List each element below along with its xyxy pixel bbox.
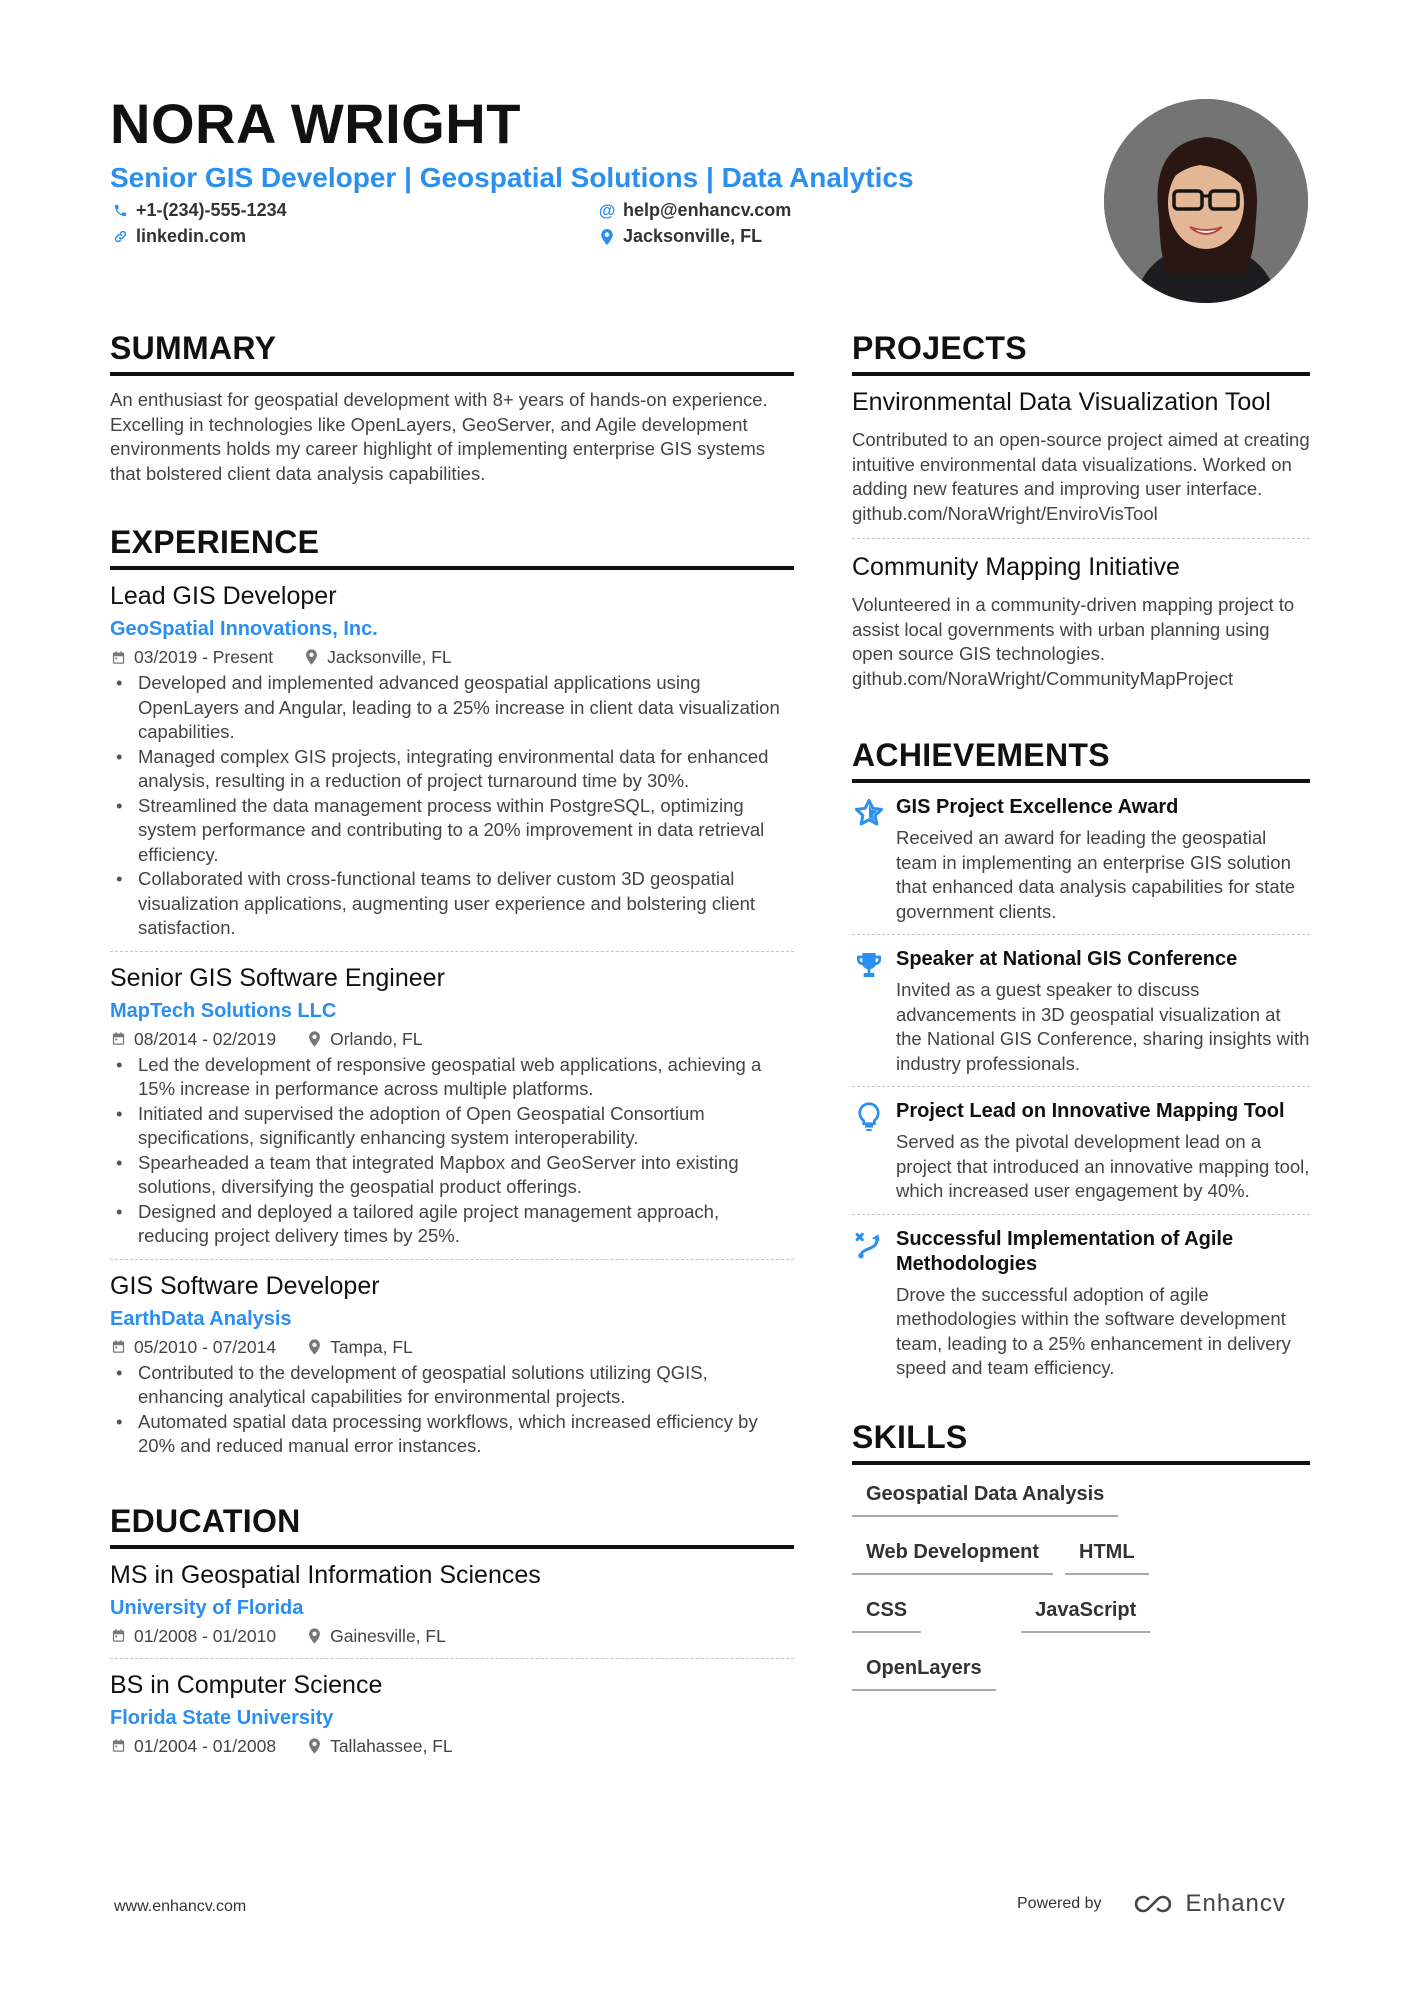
location-pin-icon xyxy=(306,1031,322,1047)
achievements-section xyxy=(852,739,1310,1391)
achievement-title: GIS Project Excellence Award xyxy=(896,796,1179,818)
location-pin-icon xyxy=(306,1628,322,1644)
education-dates: 01/2008 - 01/2010 xyxy=(134,1625,277,1646)
phone-icon xyxy=(112,203,128,219)
summary-section xyxy=(110,332,794,486)
job-bullets xyxy=(110,671,794,941)
experience-heading: EXPERIENCE xyxy=(110,526,794,570)
education-location-text: Tallahassee, FL xyxy=(330,1735,453,1756)
achievement-description: Received an award for leading the geospatial team in implementing an enterprise GIS solution that enhanced data analysis capabilities for state government clients. xyxy=(896,827,1296,922)
job-bullets xyxy=(110,1361,794,1459)
job-meta xyxy=(110,1027,794,1051)
achievements-heading: ACHIEVEMENTS xyxy=(852,739,1310,783)
job-meta xyxy=(110,645,794,669)
link-icon xyxy=(112,229,128,245)
location-pin-icon xyxy=(303,649,319,665)
skills-list xyxy=(852,1479,1310,1711)
project-title: Environmental Data Visualization Tool xyxy=(852,388,1271,416)
at-icon: @ xyxy=(598,200,616,220)
education-meta xyxy=(110,1624,794,1648)
job-title: Senior GIS Software Engineer xyxy=(110,963,445,992)
education-location xyxy=(306,1624,446,1648)
enhancv-logo[interactable] xyxy=(1128,1890,1286,1918)
email-text: help@enhancv.com xyxy=(623,200,792,220)
achievement-description: Drove the successful adoption of agile methodologies within the software development team, leading to a 25% enhancement in delivery speed and team efficiency. xyxy=(896,1283,1291,1378)
job-location xyxy=(306,1027,422,1051)
job-bullet: • Led the development of responsive geospatial web applications, achieving a 15% increase in performance across multiple platforms. xyxy=(110,1053,794,1102)
company-name: MapTech Solutions LLC xyxy=(110,999,337,1022)
education-heading: EDUCATION xyxy=(110,1505,794,1549)
job-bullets xyxy=(110,1053,794,1249)
calendar-icon xyxy=(110,1628,126,1644)
calendar-icon xyxy=(110,1031,126,1047)
route-icon xyxy=(852,1227,896,1381)
job-meta xyxy=(110,1335,794,1359)
projects-section xyxy=(852,332,1310,701)
skill-tag: Geospatial Data Analysis xyxy=(852,1479,1118,1517)
job-location-text: Jacksonville, FL xyxy=(327,647,452,667)
left-column xyxy=(110,332,794,1768)
achievement-title: Successful Implementation of Agile Methodologies xyxy=(896,1227,1234,1275)
company-name: EarthData Analysis xyxy=(110,1307,292,1330)
job-location xyxy=(303,645,452,669)
right-column xyxy=(852,332,1310,1711)
skill-tag: CSS xyxy=(852,1595,921,1633)
achievement-item xyxy=(852,783,1310,935)
job-bullet: • Managed complex GIS projects, integrating environmental data for enhanced analysis, resulting in a reduction of project turnaround time by 30%. xyxy=(110,745,794,794)
project-entry xyxy=(852,539,1310,701)
skills-heading: SKILLS xyxy=(852,1421,1310,1465)
skill-tag: OpenLayers xyxy=(852,1653,996,1691)
education-entry xyxy=(110,1659,794,1768)
education-section xyxy=(110,1502,794,1768)
calendar-icon xyxy=(110,1339,126,1355)
achievement-item xyxy=(852,1215,1310,1391)
school-name: University of Florida xyxy=(110,1596,304,1619)
candidate-name: NORA WRIGHT xyxy=(110,92,521,155)
location-pin-icon xyxy=(306,1738,322,1754)
location-pin-icon xyxy=(306,1339,322,1355)
contact-email[interactable] xyxy=(599,200,791,221)
trophy-icon xyxy=(852,947,896,1076)
lightbulb-icon xyxy=(852,1099,896,1204)
powered-by-text: Powered by xyxy=(1017,1895,1102,1912)
degree-title: MS in Geospatial Information Sciences xyxy=(110,1560,541,1589)
skills-section xyxy=(852,1418,1310,1711)
experience-entry xyxy=(110,570,794,952)
candidate-headline: Senior GIS Developer | Geospatial Solutions | Data Analytics xyxy=(110,162,914,193)
summary-text: An enthusiast for geospatial development with 8+ years of hands-on experience. Excelling in technologies like OpenLayers, GeoServer, and Agile development environments holds my career highlight of implementing enterprise GIS systems that bolstered client data analysis capabilities. xyxy=(110,389,768,484)
calendar-icon xyxy=(110,1738,126,1754)
job-dates: 05/2010 - 07/2014 xyxy=(134,1336,277,1357)
summary-heading: SUMMARY xyxy=(110,332,794,376)
education-entry xyxy=(110,1549,794,1659)
education-dates: 01/2004 - 01/2008 xyxy=(134,1735,277,1756)
footer-branding xyxy=(1017,1890,1286,1918)
skill-tag: JavaScript xyxy=(1021,1595,1150,1633)
education-meta xyxy=(110,1734,794,1758)
achievement-item xyxy=(852,935,1310,1087)
phone-text: +1-(234)-555-1234 xyxy=(136,200,287,220)
project-description: Volunteered in a community-driven mapping project to assist local governments with urban planning using open source GIS technologies. github.com/NoraWright/CommunityMapProject xyxy=(852,594,1295,689)
school-name: Florida State University xyxy=(110,1706,334,1729)
achievement-title: Project Lead on Innovative Mapping Tool xyxy=(896,1100,1285,1122)
footer-site-link[interactable]: www.enhancv.com xyxy=(114,1898,247,1915)
experience-entry xyxy=(110,952,794,1260)
linkedin-text: linkedin.com xyxy=(136,226,247,246)
project-entry xyxy=(852,376,1310,539)
experience-entry xyxy=(110,1260,794,1469)
job-bullet: • Designed and deployed a tailored agile project management approach, reducing project delivery times by 25%. xyxy=(110,1200,794,1249)
achievement-item xyxy=(852,1087,1310,1215)
experience-section xyxy=(110,526,794,1469)
project-description: Contributed to an open-source project aimed at creating intuitive environmental data visualizations. Worked on adding new features and improving user interface. github.com/NoraWright/EnviroVisTool xyxy=(852,429,1310,524)
job-title: Lead GIS Developer xyxy=(110,582,337,610)
job-location-text: Orlando, FL xyxy=(330,1028,423,1049)
contact-location xyxy=(599,226,762,247)
projects-heading: PROJECTS xyxy=(852,332,1310,376)
job-title: GIS Software Developer xyxy=(110,1271,380,1300)
profile-photo xyxy=(1104,99,1308,303)
job-bullet: • Developed and implemented advanced geospatial applications using OpenLayers and Angular, leading to a 25% increase in client data visualization capabilities. xyxy=(110,671,794,745)
job-location-text: Tampa, FL xyxy=(330,1336,413,1357)
location-pin-icon xyxy=(599,229,615,245)
job-bullet: • Spearheaded a team that integrated Mapbox and GeoServer into existing solutions, diversifying the geospatial product offerings. xyxy=(110,1151,794,1200)
location-text: Jacksonville, FL xyxy=(623,226,763,246)
job-location xyxy=(306,1335,413,1359)
skill-tag: Web Development xyxy=(852,1537,1053,1575)
contact-linkedin[interactable] xyxy=(112,226,246,247)
achievement-title: Speaker at National GIS Conference xyxy=(896,948,1238,970)
project-title: Community Mapping Initiative xyxy=(852,553,1180,581)
job-bullet: • Initiated and supervised the adoption of Open Geospatial Consortium specifications, significantly enhancing system interoperability. xyxy=(110,1102,794,1151)
education-location-text: Gainesville, FL xyxy=(330,1625,446,1646)
education-location xyxy=(306,1734,453,1758)
skill-tag: HTML xyxy=(1065,1537,1149,1575)
achievement-description: Served as the pivotal development lead on a project that introduced an innovative mapping tool, which increased user engagement by 40%. xyxy=(896,1131,1310,1201)
contact-phone[interactable] xyxy=(112,200,287,221)
degree-title: BS in Computer Science xyxy=(110,1670,383,1699)
calendar-icon xyxy=(110,649,126,665)
achievement-description: Invited as a guest speaker to discuss advancements in 3D geospatial visualization at the National GIS Conference, sharing insights with industry professionals. xyxy=(896,979,1310,1074)
company-name: GeoSpatial Innovations, Inc. xyxy=(110,618,378,640)
job-dates: 08/2014 - 02/2019 xyxy=(134,1028,277,1049)
enhancv-logo-mark-icon xyxy=(1128,1891,1176,1917)
job-bullet: • Contributed to the development of geospatial solutions utilizing QGIS, enhancing analytical capabilities for environmental projects. xyxy=(110,1361,794,1410)
job-bullet: • Streamlined the data management process within PostgreSQL, optimizing system performance and contributing to a 20% improvement in data retrieval efficiency. xyxy=(110,794,794,868)
enhancv-logo-text: Enhancv xyxy=(1185,1890,1286,1917)
job-bullet: • Automated spatial data processing workflows, which increased efficiency by 20% and reduced manual error instances. xyxy=(110,1410,794,1459)
star-icon xyxy=(852,795,896,924)
job-bullet: • Collaborated with cross-functional teams to deliver custom 3D geospatial visualization applications, augmenting user experience and bolstering client satisfaction. xyxy=(110,867,794,941)
job-dates: 03/2019 - Present xyxy=(134,647,274,667)
